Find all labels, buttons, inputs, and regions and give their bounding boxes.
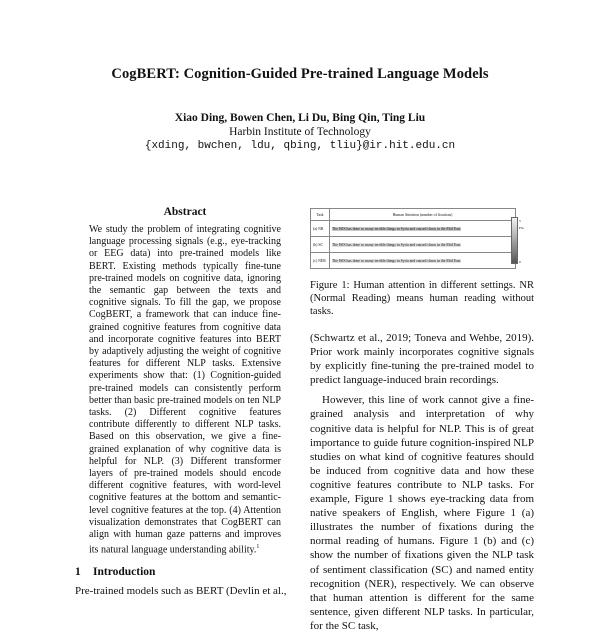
affiliation: Harbin Institute of Technology xyxy=(229,126,371,138)
colorbar xyxy=(511,217,518,264)
body-paragraph: (Schwartz et al., 2019; Toneva and Wehbe, 2019). Prior work mainly incorporates cognitive signals by explicitly fine-tuning the pre-trained model to predict language-induced brain recordings. xyxy=(310,332,534,387)
row-sentence: The ISIS has done so many terrible things in Syria and caused chaos in the Mid East. xyxy=(330,221,516,237)
table-header-attention: Human Attention (number of fixations) xyxy=(330,209,516,221)
abstract-paragraph: We study the problem of integrating cognitive language processing signals (e.g., eye-tracking or EEG data) into pre-trained models like BERT. Existing methods typically fine-tune pre-trained models on cognitive data, ignoring the semantic gap between the texts and cognitive signals. To fill the gap, we propose CogBERT, a framework that can induce fine-grained cognitive features from cognitive data and incorporate cognitive features into BERT by adaptively adjusting the weight of cognitive features for different NLP tasks. Extensive experiments show that: (1) Cognition-guided pre-trained models can consistently perform better than basic pre-trained models on ten NLP tasks. (2) Different cognitive features contribute differently to different NLP tasks. Based on this observation, we give a fine-grained explanation of why cognitive data is helpful for NLP. (3) Different transformer layers of pre-trained models should encode different cognitive features, with word-level cognitive features at the bottom and semantic-level cognitive features at the top. (4) Attention visualization demonstrates that CogBERT can align with human gaze patterns and improves its natural language understanding ability. xyxy=(89,224,281,556)
row-task-label: (a) NR xyxy=(311,221,330,237)
author-list: Xiao Ding, Bowen Chen, Li Du, Bing Qin, Ting Liu xyxy=(174,112,426,124)
section-number: 1 xyxy=(75,566,81,578)
figure-1 xyxy=(310,208,526,270)
body-paragraph: However, this line of work cannot give a fine-grained analysis and interpretation of why cognitive data is helpful for NLP. This is of great importance to guide future cognition-inspired NLP studies on what kind of cognitive features should be induced from cognitive data and how these cognitive features contribute to NLP tasks. For example, Figure 1 shows eye-tracking data from native speakers of English, where Figure 1 (a) illustrates the number of fixations during the normal reading of humans. Figure 1 (b) and (c) show the number of fixations given the NLP task of sentiment classification (SC) and named entity recognition (NER), respectively. We can observe that human attention is different for the same sentence, given different NLP tasks. In particular, for the SC task, xyxy=(310,394,534,632)
colorbar-unit-label: Fix. xyxy=(519,226,525,230)
attention-table xyxy=(310,208,516,269)
table-header-task: Task xyxy=(311,209,330,221)
abstract-heading: Abstract xyxy=(163,206,207,218)
row-sentence: The ISIS has done so many terrible things in Syria and caused chaos in the Mid East. xyxy=(330,237,516,253)
paper-title: CogBERT: Cognition-Guided Pre-trained Language Models xyxy=(111,66,489,82)
author-email: {xding, bwchen, ldu, qbing, tliu}@ir.hit.edu.cn xyxy=(144,140,456,152)
introduction-heading xyxy=(75,566,305,578)
abstract-text xyxy=(89,224,281,557)
row-sentence: The ISIS has done so many terrible things in Syria and caused chaos in the Mid East. xyxy=(330,253,516,269)
colorbar-max-label: 5 xyxy=(519,219,521,223)
right-column-body xyxy=(310,331,534,633)
row-task-label: (b) SC xyxy=(311,237,330,253)
table-row xyxy=(311,221,516,237)
colorbar-min-label: 0 xyxy=(519,260,521,264)
table-row xyxy=(311,253,516,269)
footnote-mark: 1 xyxy=(256,544,260,551)
table-row xyxy=(311,237,516,253)
section-title: Introduction xyxy=(93,566,156,578)
introduction-text: Pre-trained models such as BERT (Devlin et al., xyxy=(75,585,287,597)
row-task-label: (c) NER xyxy=(311,253,330,269)
figure-caption: Figure 1: Human attention in different settings. NR (Normal Reading) means human reading without tasks. xyxy=(310,280,534,317)
